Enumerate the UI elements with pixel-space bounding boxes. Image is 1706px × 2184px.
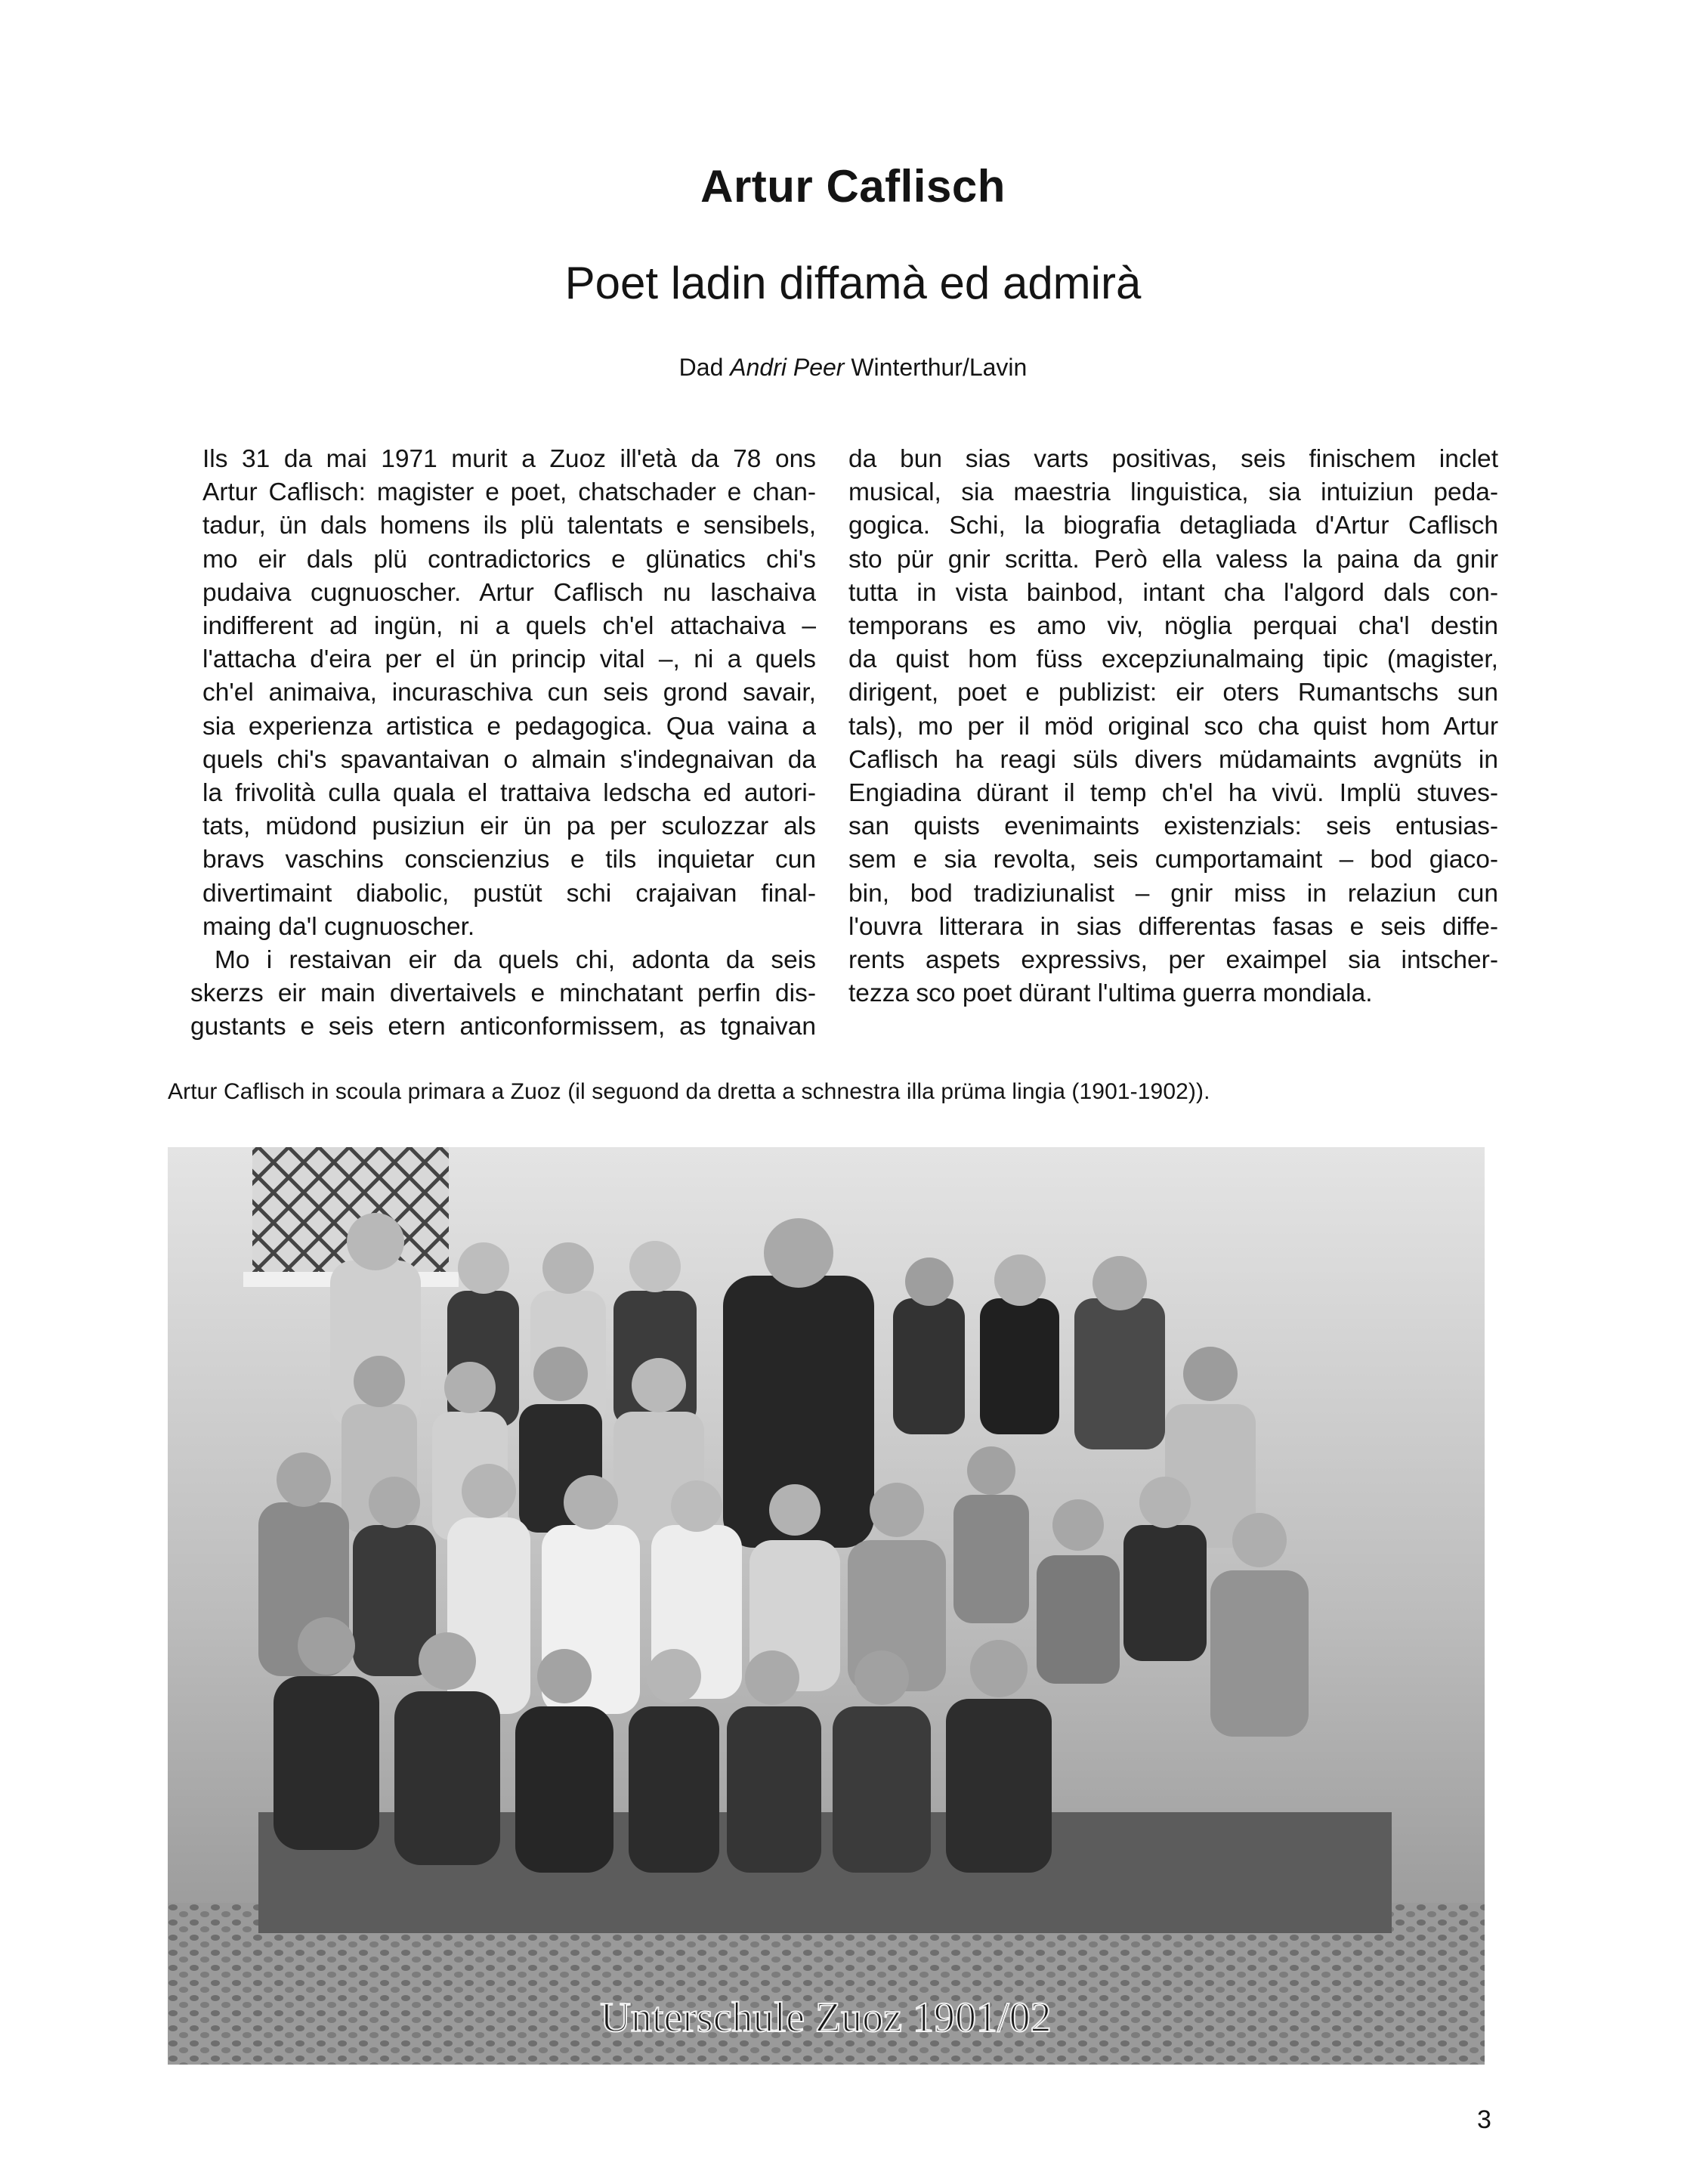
text-line: l'ouvra litterara in sias differentas fasas e seis diffe- — [848, 912, 1498, 941]
text-line: maing da'l cugnuoscher. — [202, 912, 475, 941]
text-line: l'attacha d'eira per el ün princip vital –, ni a quels — [202, 645, 816, 674]
article-subtitle: Poet ladin diffamà ed admirà — [564, 258, 1142, 308]
text-line: pudaiva cugnuoscher. Artur Caflisch nu laschaiva — [202, 578, 816, 607]
text-line: musical, sia maestria linguistica, sia intuiziun peda- — [848, 478, 1498, 507]
byline-prefix: Dad — [678, 354, 724, 381]
text-line: sia experienza artistica e pedagogica. Qua vaina a — [202, 712, 816, 741]
text-line: divertimaint diabolic, pustüt schi crajaivan final- — [202, 879, 816, 908]
text-line: bravs vaschins conscienzius e tils inquietar cun — [202, 846, 816, 874]
text-line: tezza sco poet dürant l'ultima guerra mondiala. — [848, 979, 1373, 1008]
left-column — [166, 443, 816, 1044]
text-line: rents aspets expressivs, per exaimpel sia intscher- — [848, 946, 1498, 975]
text-line: temporans es amo viv, nöglia perquai cha'l destin — [848, 612, 1498, 641]
text-line: da bun sias varts positivas, seis finischem inclet — [848, 445, 1498, 473]
article-title: Artur Caflisch — [700, 161, 1006, 212]
text-line: indifferent ad ingün, ni a quels ch'el attachaiva – — [202, 612, 816, 641]
text-line: sto pür gnir scritta. Però ella valess la paina da gnir — [848, 545, 1498, 574]
paragraph — [166, 944, 816, 1044]
text-line: sem e sia revolta, seis cumportamaint – bod giaco- — [848, 846, 1498, 874]
page-number: 3 — [1477, 2105, 1491, 2134]
text-line: Ils 31 da mai 1971 murit a Zuoz ill'età da 78 ons — [202, 445, 816, 473]
photo-caption: Artur Caflisch in scoula primara a Zuoz (il seguond da dretta a schnestra illa prüma lingia (1901-1902)). — [168, 1079, 1210, 1104]
class-photograph-image — [168, 1147, 1485, 2065]
right-column — [848, 443, 1498, 1010]
text-line: tutta in vista bainbod, intant cha l'algord dals con- — [848, 578, 1498, 607]
text-line: Caflisch ha reagi süls divers müdamaints avgnüts in — [848, 745, 1498, 774]
text-line: mo eir dals plü contradictorics e glünatics chi's — [202, 545, 816, 574]
window — [252, 1147, 449, 1276]
class-photograph — [168, 1147, 1485, 2065]
text-line: Artur Caflisch: magister e poet, chatschader e chan- — [202, 478, 816, 507]
text-line: tats, müdond pusiziun eir ün pa per sculozzar als — [202, 812, 816, 841]
photo-inscription: Unterschule Zuoz 1901/02 — [600, 1994, 1052, 2041]
text-line: quels chi's spavantaivan o almain s'indegnaivan da — [202, 745, 816, 774]
text-line: gustants e seis etern anticonformissem, as tgnaivan — [190, 1013, 816, 1041]
byline — [0, 354, 1706, 382]
text-line: gogica. Schi, la biografia detagliada d'Artur Caflisch — [848, 512, 1498, 540]
text-line: ch'el animaiva, incuraschiva cun seis grond savair, — [202, 679, 816, 707]
paragraph — [848, 443, 1498, 1010]
text-line: tadur, ün dals homens ils plü talentats e sensibels, — [202, 512, 816, 540]
text-line: skerzs eir main divertaivels e minchatant perfin dis- — [190, 979, 816, 1008]
text-line: Engiadina dürant il temp ch'el ha vivü. Implü stuves- — [848, 779, 1498, 808]
text-line: san quists evenimaints existenzials: seis entusias- — [848, 812, 1498, 841]
text-line: la frivolità culla quala el trattaiva ledscha ed autori- — [202, 779, 816, 808]
text-line: Mo i restaivan eir da quels chi, adonta da seis — [215, 946, 816, 975]
text-line: tals), mo per il möd original sco cha quist hom Artur — [848, 712, 1498, 741]
paragraph — [166, 443, 816, 944]
byline-author: Andri Peer — [730, 354, 845, 381]
text-line: da quist hom füss excepziunalmaing tipic (magister, — [848, 645, 1498, 674]
text-line: bin, bod tradiziunalist – gnir miss in relaziun cun — [848, 879, 1498, 908]
byline-place: Winterthur/Lavin — [851, 354, 1028, 381]
text-line: dirigent, poet e publizist: eir oters Rumantschs sun — [848, 679, 1498, 707]
